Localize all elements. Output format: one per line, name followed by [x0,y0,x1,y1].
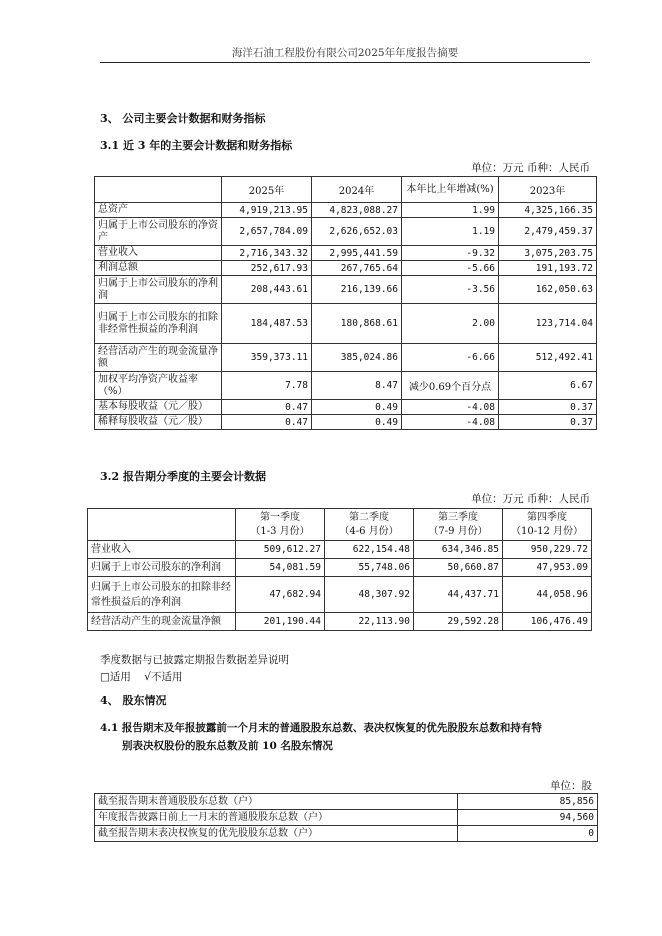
value-change: -4.08 [402,415,499,430]
value-2023: 191,193.72 [499,261,597,276]
header-2024: 2024年 [312,177,402,203]
value-q2: 48,307.92 [325,577,414,613]
header-2025: 2025年 [222,177,312,203]
value-2023: 0.37 [499,415,597,430]
row-label: 总资产 [95,203,222,218]
value-2025: 2,716,343.32 [222,246,312,261]
value-q3: 50,660.87 [414,559,503,577]
section-4-1-title-line2: 别表决权股份的股东总数及前 10 名股东情况 [122,740,333,752]
value-change: -3.56 [402,276,499,304]
quarter-name: 第三季度 [438,511,478,523]
table-row [95,794,598,810]
shareholder-count-table [94,793,598,842]
quarter-months: （1-3 月份） [250,525,310,537]
quarterly-financials-table [87,508,592,631]
value-q1: 201,190.44 [236,613,325,631]
table-row [95,810,598,826]
value-change: -9.32 [402,246,499,261]
value-2024: 267,765.64 [312,261,402,276]
value-2024: 2,995,441.59 [312,246,402,261]
row-label: 经营活动产生的现金流量净额 [88,613,236,631]
value-change: -4.08 [402,400,499,415]
value-2023: 4,325,166.35 [499,203,597,218]
value-q2: 622,154.48 [325,541,414,559]
unit-shares: 单位：股 [550,780,592,792]
row-label: 归属于上市公司股东的净资产 [95,218,222,246]
value-2024: 2,626,652.03 [312,218,402,246]
table-row [95,261,597,276]
table-row [88,559,592,577]
header-q1 [236,509,325,541]
row-label: 经营活动产生的现金流量净额 [95,344,222,372]
table-row [95,304,597,344]
table-row [95,372,597,400]
value-2025: 184,487.53 [222,304,312,344]
row-label: 年度报告披露日前上一月末的普通股股东总数（户） [95,810,458,826]
quarter-months: （7-9 月份） [428,525,488,537]
row-label: 归属于上市公司股东的扣除非经常性损益后的净利润 [88,577,236,613]
value-change: 1.99 [402,203,499,218]
value-q2: 22,113.90 [325,613,414,631]
row-label: 截至报告期末普通股股东总数（户） [95,794,458,810]
value-q4: 950,229.72 [503,541,592,559]
unit-currency-quarterly: 单位：万元 币种：人民币 [471,493,590,505]
value-q4: 44,058.96 [503,577,592,613]
applicability-options [100,669,182,684]
table-header-row [88,509,592,541]
value-change: 减少0.69个百分点 [402,372,499,400]
row-label: 截至报告期末表决权恢复的优先股股东总数（户） [95,826,458,842]
value-change: -5.66 [402,261,499,276]
header-2023: 2023年 [499,177,597,203]
table-row [88,541,592,559]
value-2023: 123,714.04 [499,304,597,344]
value-2025: 252,617.93 [222,261,312,276]
value-2025: 0.47 [222,415,312,430]
table-row [88,613,592,631]
value-2024: 216,139.66 [312,276,402,304]
table-row [88,577,592,613]
quarter-name: 第四季度 [527,511,567,523]
value-2025: 0.47 [222,400,312,415]
header-q3 [414,509,503,541]
table-row [95,415,597,430]
value-2023: 0.37 [499,400,597,415]
row-label: 归属于上市公司股东的净利润 [95,276,222,304]
option-applicable: □适用 [100,671,131,683]
quarter-months: （4-6 月份） [339,525,399,537]
value-q1: 47,682.94 [236,577,325,613]
value-2025: 359,373.11 [222,344,312,372]
row-label: 归属于上市公司股东的净利润 [88,559,236,577]
value-2025: 2,657,784.09 [222,218,312,246]
row-value: 0 [458,826,598,842]
quarter-name: 第二季度 [349,511,389,523]
value-2023: 3,075,203.75 [499,246,597,261]
row-label: 加权平均净资产收益率（%） [95,372,222,400]
row-label: 营业收入 [95,246,222,261]
value-q3: 44,437.71 [414,577,503,613]
value-q4: 106,476.49 [503,613,592,631]
quarter-difference-note: 季度数据与已披露定期报告数据差异说明 [100,654,289,666]
table-row [95,344,597,372]
section-3-1-title: 3.1 近 3 年的主要会计数据和财务指标 [100,139,293,152]
value-2024: 4,823,088.27 [312,203,402,218]
value-2023: 2,479,459.37 [499,218,597,246]
value-2023: 512,492.41 [499,344,597,372]
value-2025: 208,443.61 [222,276,312,304]
header-divider [100,62,590,63]
header-empty [88,509,236,541]
value-2023: 6.67 [499,372,597,400]
value-q1: 54,081.59 [236,559,325,577]
table-row [95,203,597,218]
row-label: 稀释每股收益（元／股） [95,415,222,430]
value-2025: 7.78 [222,372,312,400]
value-change: 1.19 [402,218,499,246]
annual-financials-table [94,176,597,430]
value-2024: 180,868.61 [312,304,402,344]
value-q4: 47,953.09 [503,559,592,577]
value-2024: 385,024.86 [312,344,402,372]
table-header-row [95,177,597,203]
value-2024: 0.49 [312,415,402,430]
quarter-name: 第一季度 [260,511,300,523]
section-3-2-title: 3.2 报告期分季度的主要会计数据 [100,470,266,483]
value-2025: 4,919,213.95 [222,203,312,218]
section-3-title: 3、 公司主要会计数据和财务指标 [100,112,266,125]
table-row [95,826,598,842]
value-2024: 8.47 [312,372,402,400]
row-label: 基本每股收益（元／股） [95,400,222,415]
row-label: 营业收入 [88,541,236,559]
row-label: 利润总额 [95,261,222,276]
table-row [95,400,597,415]
option-not-applicable: √不适用 [144,671,183,683]
quarter-months: （10-12 月份） [510,525,583,537]
table-row [95,276,597,304]
value-q3: 29,592.28 [414,613,503,631]
row-label: 归属于上市公司股东的扣除非经常性损益的净利润 [95,304,222,344]
page-header: 海洋石油工程股份有限公司2025年年度报告摘要 [231,47,459,59]
header-empty [95,177,222,203]
header-q4 [503,509,592,541]
value-2024: 0.49 [312,400,402,415]
unit-currency-annual: 单位：万元 币种：人民币 [471,162,590,174]
header-change: 本年比上年增减(%) [402,177,499,203]
row-value: 94,560 [458,810,598,826]
value-q1: 509,612.27 [236,541,325,559]
table-row [95,246,597,261]
value-q2: 55,748.06 [325,559,414,577]
row-value: 85,856 [458,794,598,810]
section-4-title: 4、 股东情况 [100,694,167,707]
value-q3: 634,346.85 [414,541,503,559]
value-change: 2.00 [402,304,499,344]
value-2023: 162,050.63 [499,276,597,304]
section-4-1-title-line1: 4.1 报告期末及年报披露前一个月末的普通股股东总数、表决权恢复的优先股股东总数和持有特 [100,722,542,734]
table-row [95,218,597,246]
value-change: -6.66 [402,344,499,372]
header-q2 [325,509,414,541]
